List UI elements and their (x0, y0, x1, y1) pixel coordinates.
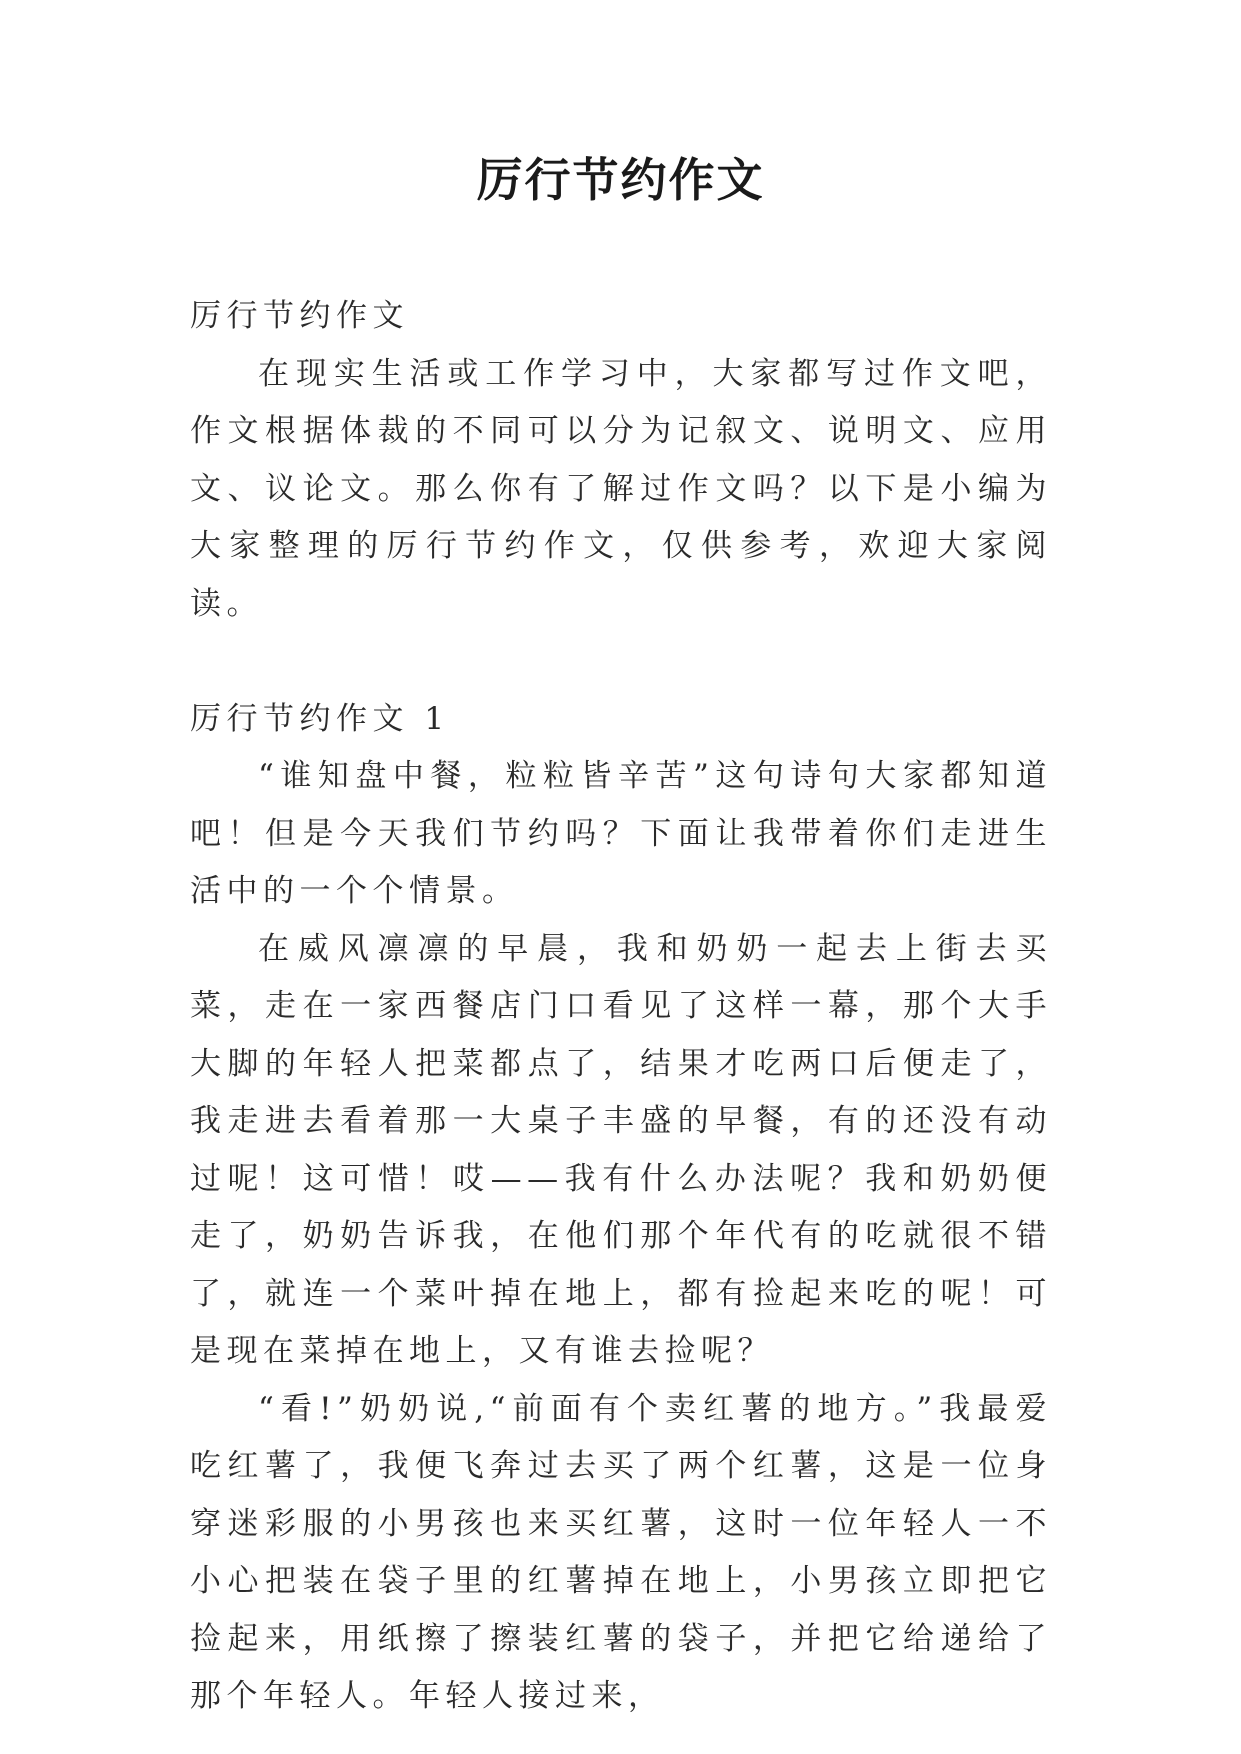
body-paragraph: “谁知盘中餐，粒粒皆辛苦”这句诗句大家都知道吧！但是今天我们节约吗？下面让我带着你们走进生活中的一个个情景。 (190, 758, 1052, 909)
section-spacer (190, 633, 1052, 691)
body-paragraph: 在威风凛凛的早晨，我和奶奶一起去上街去买菜，走在一家西餐店门口看见了这样一幕，那个大手大脚的年轻人把菜都点了，结果才吃两口后便走了，我走进去看着那一大桌子丰盛的早餐，有的还没有动过呢！这可惜！哎——我有什么办法呢？我和奶奶便走了，奶奶告诉我，在他们那个年代有的吃就很不错了，就连一个菜叶掉在地上，都有捡起来吃的呢！可是现在菜掉在地上，又有谁去捡呢？ (190, 930, 1052, 1369)
section-heading-1: 厉行节约作文 1 (190, 700, 450, 737)
body-paragraph: “看!”奶奶说,“前面有个卖红薯的地方。”我最爱吃红薯了，我便飞奔过去买了两个红薯，这是一位身穿迷彩服的小男孩也来买红薯，这时一位年轻人一不小心把装在袋子里的红薯掉在地上，小男孩立即把它捡起来，用纸擦了擦装红薯的袋子，并把它给递给了那个年轻人。年轻人接过来， (190, 1390, 1052, 1714)
intro-paragraph: 在现实生活或工作学习中，大家都写过作文吧，作文根据体裁的不同可以分为记叙文、说明文、应用文、议论文。那么你有了解过作文吗？以下是小编为大家整理的厉行节约作文，仅供参考，欢迎大家阅读。 (190, 355, 1052, 622)
document-title: 厉行节约作文 (476, 153, 765, 207)
document-body (190, 288, 1052, 1726)
intro-heading: 厉行节约作文 (190, 298, 409, 334)
